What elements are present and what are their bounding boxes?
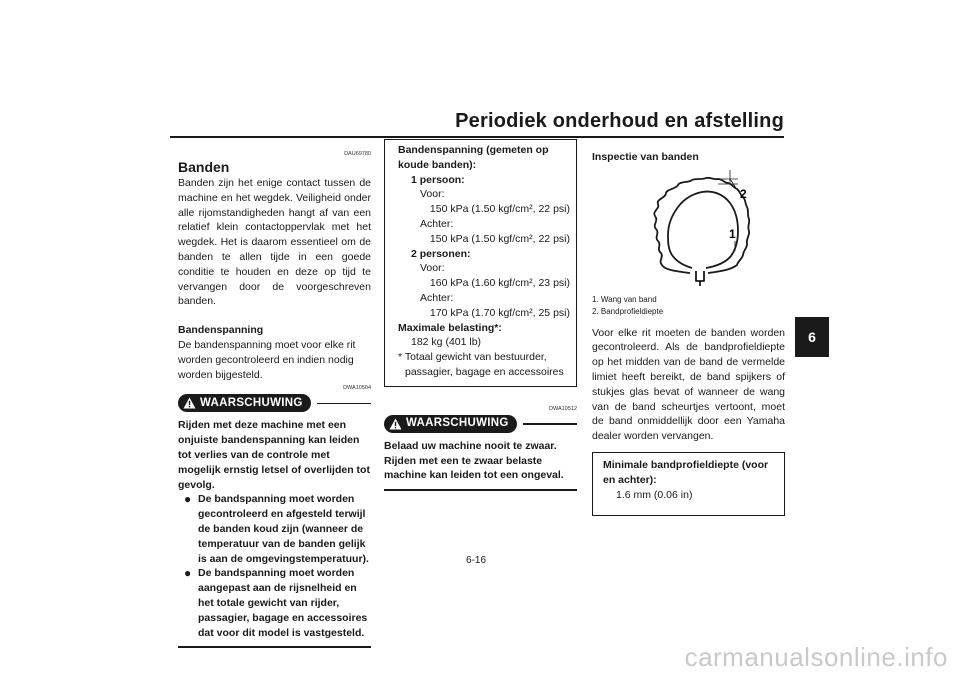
page-number: 6-16 xyxy=(466,555,487,566)
section-heading: Banden xyxy=(178,159,230,175)
warning-badge xyxy=(178,394,311,412)
tread-depth-spec-box xyxy=(592,452,785,516)
warning-badge xyxy=(384,415,517,433)
column-right xyxy=(592,150,785,516)
warning-bullets xyxy=(178,492,371,640)
spec-max-load: Maximale belasting*: xyxy=(398,321,502,334)
spec-one-person: 1 persoon: xyxy=(411,173,465,186)
spec-front-value: 160 kPa (1.60 kgf/cm², 23 psi) xyxy=(429,277,570,290)
warning-triangle-icon xyxy=(183,397,196,409)
list-item: ● De bandspanning moet worden aangepast aan de rijsnelheid en het totale gewicht van rijder, passagier, bagage en accessoires dat voor dit model is vastgesteld. xyxy=(178,566,371,640)
callout-1: 1 xyxy=(729,226,736,241)
warning-label: WAARSCHUWING xyxy=(406,417,509,430)
warning-bottom-rule xyxy=(178,646,371,648)
spec-rear-label: Achter: xyxy=(420,291,454,304)
spec-note: * Totaal gewicht van bestuurder, passagier, bagage en accessoires xyxy=(398,351,564,378)
warning-code: DWA10512 xyxy=(549,405,577,412)
legend-item: 1. Wang van band xyxy=(592,294,657,304)
section-code: DAU69780 xyxy=(344,151,371,157)
page-header-title: Periodiek onderhoud en afstelling xyxy=(455,110,784,132)
column-middle xyxy=(384,144,577,491)
spec-title: Minimale bandprofieldiepte (voor en achter): xyxy=(603,458,769,486)
spec-value: 1.6 mm (0.06 in) xyxy=(616,488,693,501)
bullet-icon: ● xyxy=(184,566,192,581)
warning-code: DWA10504 xyxy=(343,385,371,392)
subheading: Bandenspanning xyxy=(178,324,264,337)
warning-triangle-icon xyxy=(389,418,402,430)
warning-label: WAARSCHUWING xyxy=(200,396,303,409)
spec-front-label: Voor: xyxy=(420,188,445,201)
header-rule xyxy=(170,136,784,138)
spec-two-persons: 2 personen: xyxy=(411,247,471,260)
tire-pressure-spec-box xyxy=(384,139,577,387)
warning-text: Belaad uw machine nooit te zwaar. Rijden met een te zwaar belaste machine kan leiden tot een ongeval. xyxy=(384,439,564,482)
intro-paragraph: Banden zijn het enige contact tussen de machine en het wegdek. Veiligheid onder alle rijomstandigheden hangt af van een relatief klein contactoppervlak met het wegdek. Het is daarom essentieel om de banden te allen tijde in een goede conditie te houden en deze op tijd te vervangen door de voorgeschreven banden. xyxy=(178,177,371,308)
warning-bottom-rule xyxy=(384,489,577,491)
watermark: carmanualsonline.info xyxy=(684,642,948,672)
column-left xyxy=(178,150,371,648)
spec-front-label: Voor: xyxy=(420,262,445,275)
tire-cross-section-figure xyxy=(592,165,785,287)
spec-front-value: 150 kPa (1.50 kgf/cm², 22 psi) xyxy=(429,203,570,216)
sub-paragraph: De bandenspanning moet voor elke rit worden gecontroleerd en indien nodig worden bijgesteld. xyxy=(178,338,356,381)
inspection-heading: Inspectie van banden xyxy=(592,151,699,163)
warning-text: Rijden met deze machine met een onjuiste bandenspanning kan leiden tot verlies van de controle met mogelijk ernstig letsel of overlijden tot gevolg. xyxy=(178,419,370,491)
warning-header xyxy=(384,415,577,433)
chapter-tab: 6 xyxy=(795,317,829,357)
figure-legend xyxy=(592,294,785,318)
legend-item: 2. Bandprofieldiepte xyxy=(592,306,664,316)
warning-rule xyxy=(317,403,371,405)
callout-2: 2 xyxy=(740,186,747,201)
warning-rule xyxy=(523,423,577,425)
spec-rear-label: Achter: xyxy=(420,217,454,230)
warning-header xyxy=(178,394,371,412)
spec-rear-value: 170 kPa (1.70 kgf/cm², 25 psi) xyxy=(429,306,570,319)
spec-title: Bandenspanning (gemeten op koude banden): xyxy=(398,144,549,171)
list-item: ● De bandspanning moet worden gecontroleerd en afgesteld terwijl de banden koud zijn (wanneer de temperatuur van de banden gelijk is aan de omgevingstemperatuur). xyxy=(178,492,371,566)
bullet-icon: ● xyxy=(184,492,192,507)
inspection-paragraph: Voor elke rit moeten de banden worden gecontroleerd. Als de bandprofieldiepte op het midden van de band de vermelde limiet heeft bereikt, de band spijkers of stukjes glas bevat of wanneer de wang van de band scheurtjes vertoont, moet de band onmiddellijk door een Yamaha dealer worden vervangen. xyxy=(592,326,785,443)
spec-rear-value: 150 kPa (1.50 kgf/cm², 22 psi) xyxy=(429,232,570,245)
spec-max-load-value: 182 kg (401 lb) xyxy=(411,336,482,349)
